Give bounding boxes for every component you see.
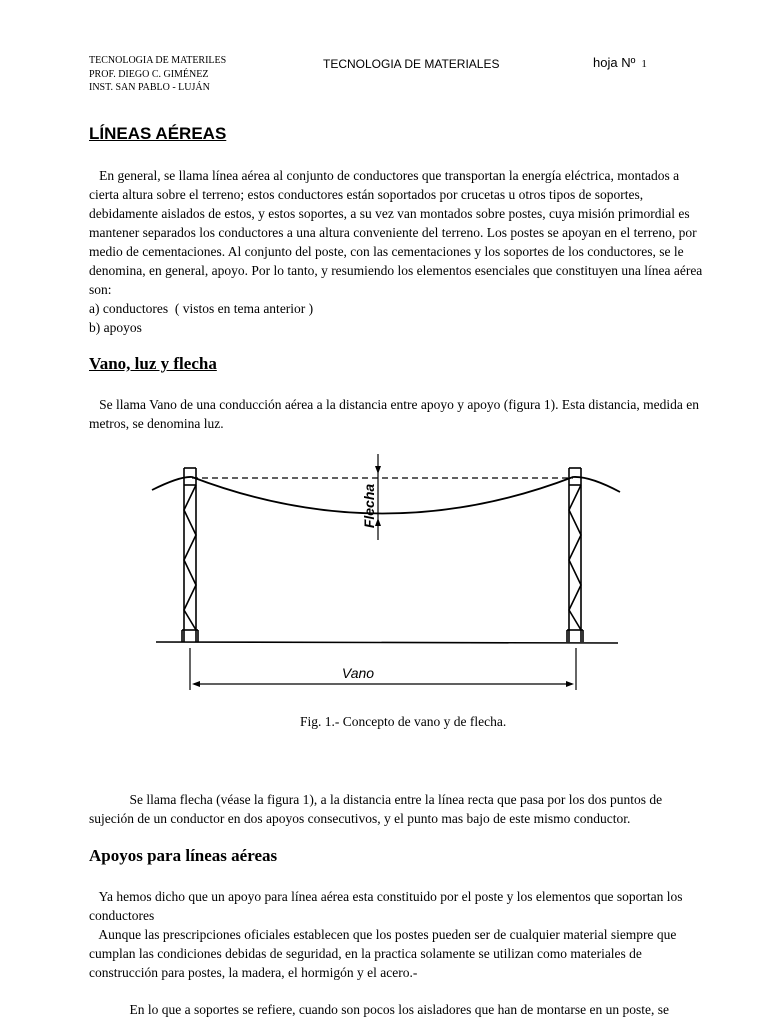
text-line: En general, se llama línea aérea al conjunto de conductores que transportan la energía eléctrica, montados a xyxy=(89,168,680,183)
text-line: mantener separados los conductores a una altura conveniente del terreno. Los postes se apoyan en el terreno, por xyxy=(89,225,697,240)
label-flecha: Flecha xyxy=(361,483,377,529)
text-line: Ya hemos dicho que un apoyo para línea aérea esta constituido por el poste y los elementos que soportan los xyxy=(89,889,683,904)
text-line: conductores xyxy=(89,908,155,923)
paragraph-apoyos xyxy=(89,887,719,982)
section-title-lineas-aereas: LÍNEAS AÉREAS xyxy=(89,124,227,143)
text-line: cumplan las condiciones debidas de seguridad, en la practica solamente se utilizan como materiales de xyxy=(89,946,642,961)
text-line: metros, se denomina luz. xyxy=(89,416,224,431)
page-label: hoja Nº xyxy=(593,55,636,70)
text-line: debidamente aislados de estos, y estos soportes, a su vez van montados sobre postes, cuya misión primordial es xyxy=(89,206,690,221)
conductor-line xyxy=(152,477,620,514)
label-vano: Vano xyxy=(341,665,375,681)
figure-caption: Fig. 1.- Concepto de vano y de flecha. xyxy=(300,714,507,729)
header-line: PROF. DIEGO C. GIMÉNEZ xyxy=(89,68,209,80)
page-number: 1 xyxy=(641,58,647,70)
header-line: INST. SAN PABLO - LUJÁN xyxy=(89,82,210,93)
text-line: medio de cementaciones. Al conjunto del poste, con las cementaciones y los soportes de los conductores, se le xyxy=(89,244,684,259)
text-line: b) apoyos xyxy=(89,320,142,335)
paragraph-intro xyxy=(89,166,719,337)
header-line: TECNOLOGIA DE MATERILES xyxy=(89,55,227,66)
section-title-apoyos: Apoyos para líneas aéreas xyxy=(89,846,278,865)
section-title-vano: Vano, luz y flecha xyxy=(89,354,217,373)
paragraph-vano xyxy=(89,395,719,433)
ground-line xyxy=(156,642,618,643)
left-tower xyxy=(182,468,198,642)
paragraph-flecha xyxy=(89,790,719,828)
text-line: Se llama Vano de una conducción aérea a la distancia entre apoyo y apoyo (figura 1). Esta distancia, medida en xyxy=(89,397,700,412)
header-institution xyxy=(89,54,226,95)
text-line: Se llama flecha (véase la figura 1), a la distancia entre la línea recta que pasa por los dos puntos de xyxy=(89,792,663,807)
header-title: TECNOLOGIA DE MATERIALES xyxy=(323,57,500,71)
page-indicator xyxy=(593,55,647,70)
text-line: sujeción de un conductor en dos apoyos consecutivos, y el punto mas bajo de este mismo conductor. xyxy=(89,811,631,826)
text-line: cierta altura sobre el terreno; estos conductores están soportados por crucetas u otros tipos de soportes, xyxy=(89,187,644,202)
text-line: construcción para postes, la madera, el hormigón y el acero.- xyxy=(89,965,418,980)
figure-vano-flecha xyxy=(140,440,630,700)
text-line: En lo que a soportes se refiere, cuando son pocos los aisladores que han de montarse en un poste, se xyxy=(89,1002,669,1017)
text-line: denomina, en general, apoyo. Por lo tanto, y resumiendo los elementos esenciales que constituyen una línea aérea xyxy=(89,263,703,278)
text-line: a) conductores ( vistos en tema anterior ) xyxy=(89,301,314,316)
paragraph-soportes xyxy=(89,1000,719,1019)
right-tower xyxy=(567,468,583,642)
text-line: Aunque las prescripciones oficiales establecen que los postes pueden ser de cualquier material siempre que xyxy=(89,927,677,942)
text-line: son: xyxy=(89,282,112,297)
